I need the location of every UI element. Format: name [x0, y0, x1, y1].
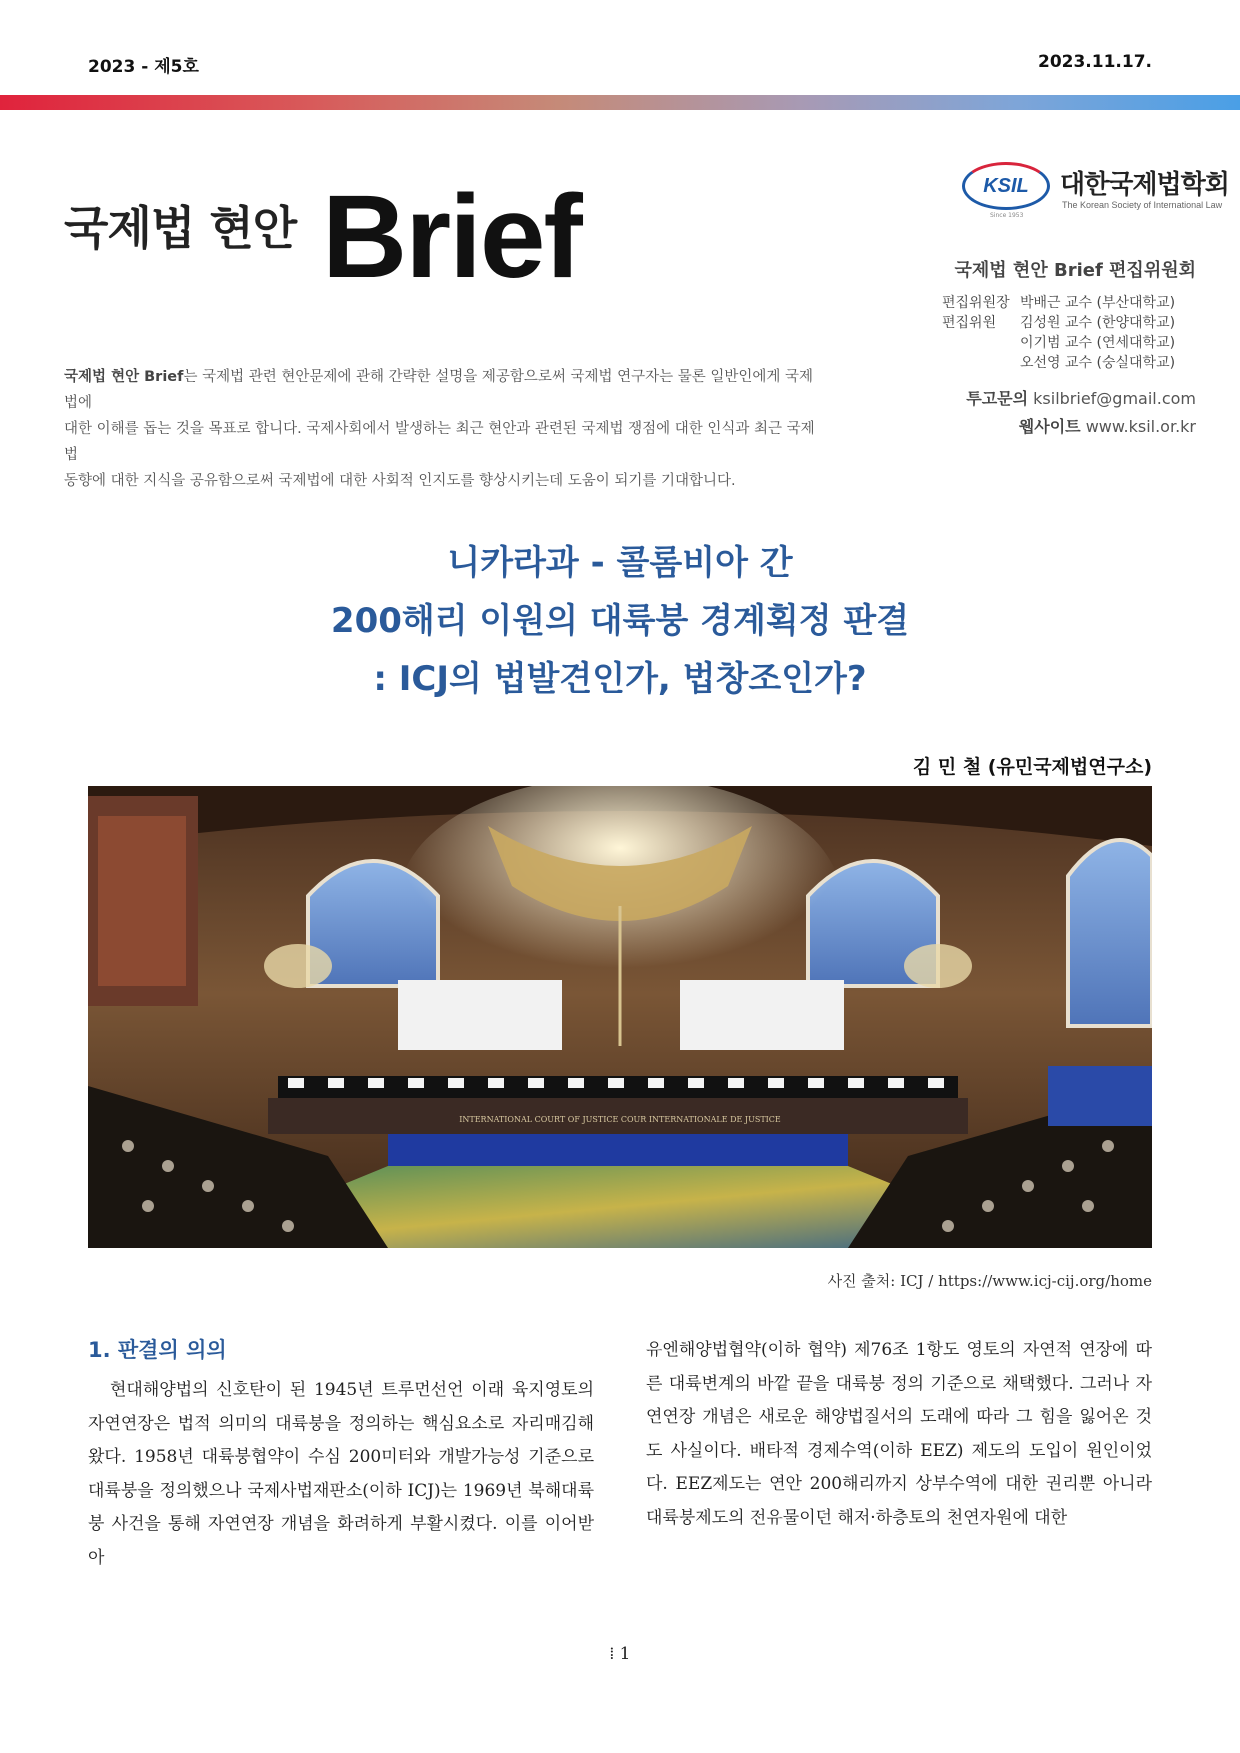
intro-line-2: 대한 이해를 돕는 것을 목표로 합니다. 국제사회에서 발생하는 최근 현안과 관련된 국제법 쟁점에 대한 인식과 최근 국제법	[64, 421, 815, 463]
page-number	[0, 1644, 1240, 1664]
editorial-committee-title: 국제법 현안 Brief 편집위원회	[954, 260, 1196, 281]
article-title-line-3: : ICJ의 법발견인가, 법창조인가?	[373, 659, 867, 699]
intro-line-3: 동향에 대한 지식을 공유함으로써 국제법에 대한 사회적 인지도를 향상시키는데 도움이 되기를 기대합니다.	[64, 473, 736, 489]
contact-email-link[interactable]: ksilbrief@gmail.com	[1033, 389, 1196, 408]
website-link[interactable]: www.ksil.or.kr	[1085, 417, 1196, 436]
editor-name: 오선영 교수 (숭실대학교)	[1020, 355, 1176, 371]
editor-role: 편집위원장	[942, 295, 1010, 311]
contact-label: 투고문의	[966, 389, 1029, 408]
ksil-since: Since 1953	[990, 212, 1024, 219]
intro-brand: 국제법 현안 Brief	[64, 369, 184, 385]
article-author: 김 민 철 (유민국제법연구소)	[912, 756, 1152, 778]
editor-row	[942, 313, 1175, 333]
left-painting-inner	[98, 816, 186, 986]
section-heading: 1. 판결의 의의	[88, 1338, 227, 1362]
editor-role: 편집위원	[942, 315, 997, 331]
editor-name: 이기범 교수 (연세대학교)	[1020, 335, 1176, 351]
article-title-line-1: 니카라과 - 콜롬비아 간	[447, 543, 793, 583]
header-color-bar	[0, 95, 1240, 110]
contact-info	[966, 385, 1196, 441]
page-marker-icon: ⁞	[609, 1644, 620, 1664]
side-chandelier-right	[904, 944, 972, 988]
issue-date: 2023.11.17.	[1037, 52, 1152, 72]
society-name-english: The Korean Society of International Law	[1062, 200, 1223, 210]
article-column-right	[646, 1334, 1152, 1535]
ksil-emblem	[962, 162, 1050, 210]
editor-name: 박배근 교수 (부산대학교)	[1020, 295, 1176, 311]
blue-carpet-steps	[388, 1134, 848, 1168]
society-name-korean: 대한국제법학회	[1060, 170, 1229, 200]
editor-row	[942, 353, 1175, 373]
ksil-logo	[962, 162, 1229, 222]
icj-courtroom-photo	[88, 786, 1152, 1248]
editor-row	[942, 333, 1175, 353]
editor-role	[942, 333, 1020, 353]
right-blue-panel	[1048, 1066, 1152, 1126]
website-label: 웹사이트	[1018, 417, 1081, 436]
editor-name: 김성원 교수 (한양대학교)	[1020, 315, 1176, 331]
editor-role	[942, 353, 1020, 373]
stained-glass-window-far-right	[1068, 840, 1152, 1026]
article-title-line-2: 200해리 이원의 대륙붕 경계획정 판결	[330, 601, 910, 641]
contact-email-row	[966, 385, 1196, 413]
article-title	[0, 534, 1240, 708]
issue-number: 2023 - 제5호	[88, 57, 199, 77]
court-name-banner: INTERNATIONAL COURT OF JUSTICE COUR INTERNATIONALE DE JUSTICE	[459, 1115, 781, 1124]
article-column-left	[88, 1334, 594, 1575]
brief-title-korean: 국제법 현안	[64, 201, 297, 255]
page-number-value: 1	[619, 1644, 631, 1664]
brief-introduction	[64, 364, 824, 494]
brief-title-english: Brief	[322, 171, 581, 303]
photo-caption: 사진 출처: ICJ / https://www.icj-cij.org/home	[827, 1272, 1152, 1290]
body-paragraph-left: 현대해양법의 신호탄이 된 1945년 트루먼선언 이래 육지영토의 자연연장은 법적 의미의 대륙붕을 정의하는 핵심요소로 자리매김해왔다. 1958년 대륙붕협약이 수심 200미터와 개발가능성 기준으로 대륙붕을 정의했으나 국제사법재판소(이하 ICJ)는 1969년 북해대륙붕 사건을 통해 자연연장 개념을 화려하게 부활시켰다. 이를 이어받아	[88, 1380, 594, 1568]
editor-row	[942, 293, 1175, 313]
intro-line-1: 는 국제법 관련 현안문제에 관해 간략한 설명을 제공함으로써 국제법 연구자는 물론 일반인에게 국제법에	[64, 369, 814, 411]
ksil-emblem-text: KSIL	[983, 174, 1029, 197]
side-chandelier-left	[264, 944, 332, 988]
website-row	[966, 413, 1196, 441]
body-paragraph-right: 유엔해양법협약(이하 협약) 제76조 1항도 영토의 자연적 연장에 따른 대륙변계의 바깥 끝을 대륙붕 정의 기준으로 채택했다. 그러나 자연연장 개념은 새로운 해양법질서의 도래에 따라 그 힘을 잃어온 것도 사실이다. 배타적 경제수역(이하 EEZ) 제도의 도입이 원인이었다. EEZ제도는 연안 200해리까지 상부수역에 대한 권리뿐 아니라 대륙붕제도의 전유물이던 해저·하층토의 천연자원에 대한	[646, 1340, 1152, 1528]
editor-list	[942, 293, 1175, 373]
